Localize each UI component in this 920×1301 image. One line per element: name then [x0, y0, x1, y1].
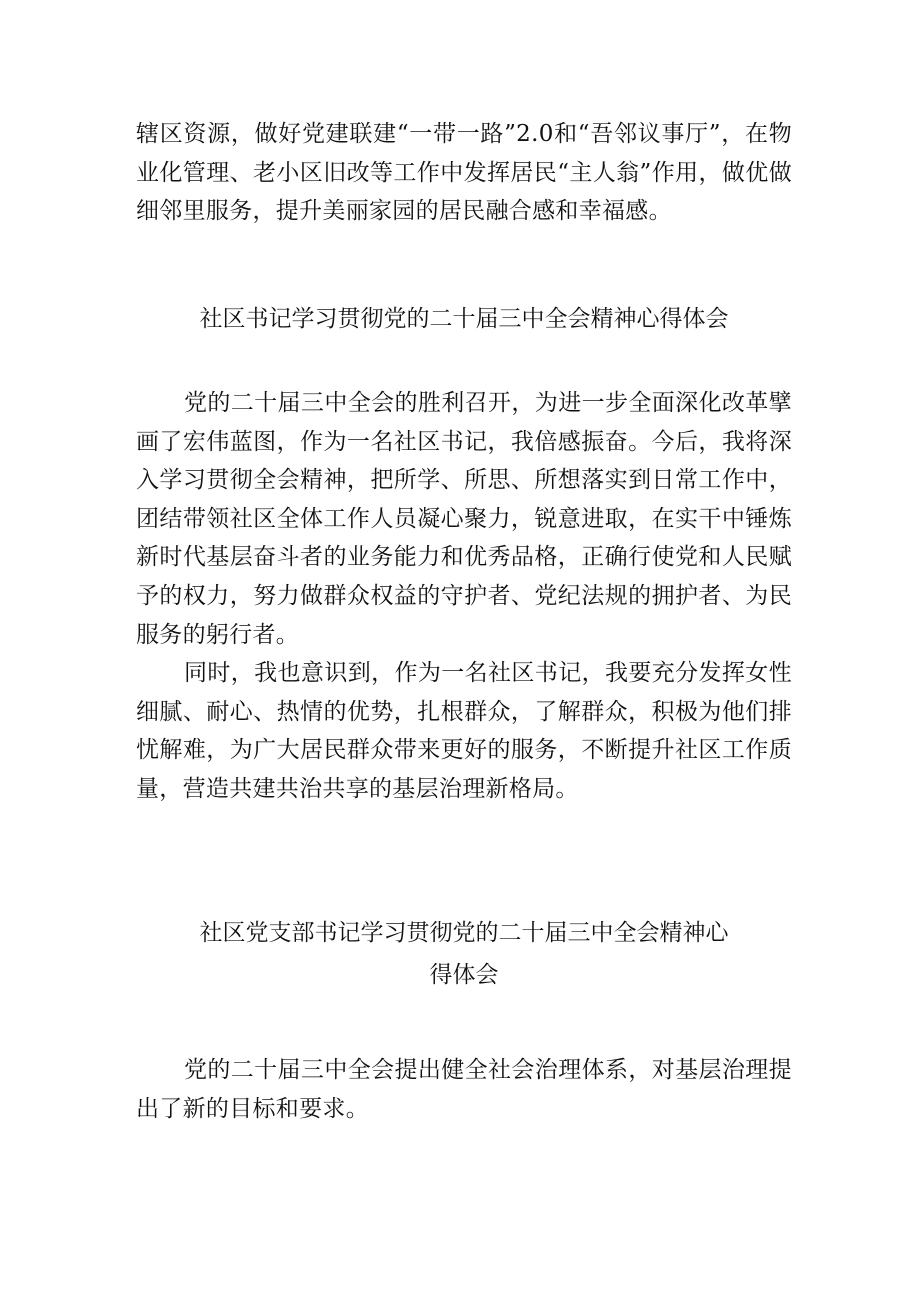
section2-body — [136, 1051, 792, 1128]
intro-paragraph: 辖区资源，做好党建联建“一带一路”2.0和“吾邻议事厅”，在物业化管理、老小区旧改等工作中发挥居民“主人翁”作用，做优做细邻里服务，提升美丽家园的居民融合感和幸福感。 — [136, 121, 792, 225]
section1-title: 社区书记学习贯彻党的二十届三中全会精神心得体会 — [199, 306, 729, 332]
section1-paragraph-1: 党的二十届三中全会的胜利召开，为进一步全面深化改革擘画了宏伟蓝图，作为一名社区书记，我倍感振奋。今后，我将深入学习贯彻全会精神，把所学、所思、所想落实到日常工作中，团结带领社区全体工作人员凝心聚力，锐意进取，在实干中锤炼新时代基层奋斗者的业务能力和优秀品格，正确行使党和人民赋予的权力，努力做群众权益的守护者、党纪法规的拥护者、为民服务的躬行者。 — [136, 390, 792, 648]
section2-title — [136, 912, 792, 996]
intro-block — [136, 115, 792, 231]
section1-body — [136, 384, 792, 809]
section1-paragraph-2: 同时，我也意识到，作为一名社区书记，我要充分发挥女性细腻、耐心、热情的优势，扎根群众，了解群众，积极为他们排忧解难，为广大居民群众带来更好的服务，不断提升社区工作质量，营造共建共治共享的基层治理新格局。 — [136, 660, 792, 802]
section2-paragraph-1: 党的二十届三中全会提出健全社会治理体系，对基层治理提出了新的目标和要求。 — [136, 1057, 792, 1122]
section2-title-line-1: 社区党支部书记学习贯彻党的二十届三中全会精神心 — [199, 920, 729, 946]
section2-title-line-2: 得体会 — [429, 962, 499, 988]
